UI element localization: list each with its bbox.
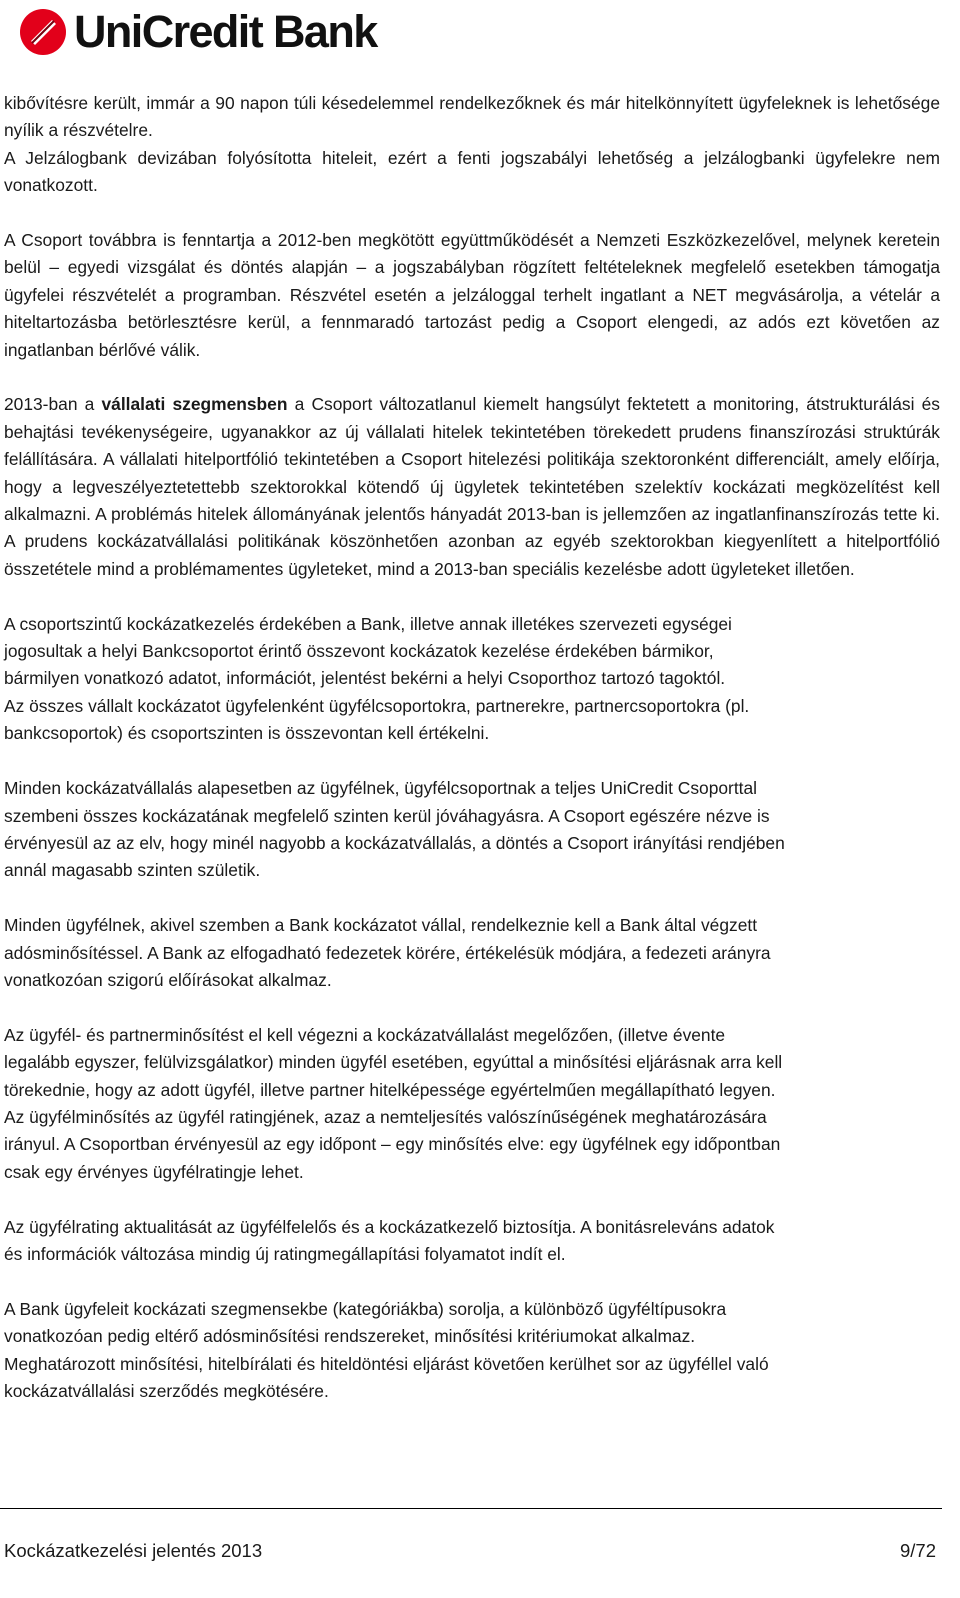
page-footer [4,1540,936,1562]
paragraph-4-line: A csoportszintű kockázatkezelés érdekében a Bank, illetve annak illetékes szervezeti egységei [4,613,732,634]
paragraph-4 [4,611,940,748]
paragraph-4-line: bankcsoportok) és csoportszinten is összevontan kell értékelni. [4,723,490,744]
unicredit-logo-icon [18,7,68,57]
unicredit-logo [18,4,377,60]
paragraph-1b: A Jelzálogbank devizában folyósította hiteleit, ezért a fenti jogszabályi lehetőség a jelzálogbanki ügyfelekre nem vonatkozott. [4,147,940,196]
paragraph-5-line: szembeni összes kockázatának megfelelő szinten kerül jóváhagyásra. A Csoport egészére nézve is [4,805,770,826]
paragraph-7-line: törekednie, hogy az adott ügyfél, illetve partner hitelképessége egyértelműen megállapítható legyen. [4,1079,776,1100]
paragraph-1a: kibővítésre került, immár a 90 napon túli késedelemmel rendelkezőknek és már hitelkönnyített ügyfeleknek is lehetősége nyílik a részvételre. [4,93,940,141]
paragraph-5 [4,775,940,885]
paragraph-7-line: Az ügyfél- és partnerminősítést el kell végezni a kockázatvállalást megelőzően, (illetve évente [4,1024,726,1045]
page-number: 9/72 [899,1540,936,1561]
paragraph-4-line: bármilyen vonatkozó adatot, információt, jelentést bekérni a helyi Csoporthoz tartozó tagoktól. [4,668,726,689]
paragraph-9-line: Meghatározott minősítési, hitelbírálati és hiteldöntési eljárást követően kerülhet sor az ügyféllel való [4,1353,769,1374]
paragraph-9-line: vonatkozóan pedig eltérő adósminősítési rendszereket, minősítési kritériumokat alkalmaz. [4,1326,696,1347]
paragraph-7 [4,1022,940,1186]
paragraph-4-line: Az összes vállalt kockázatot ügyfelenként ügyfélcsoportokra, partnerekre, partnercsoportokra (pl. [4,695,750,716]
paragraph-1 [4,90,940,200]
paragraph-7-line: legalább egyszer, felülvizsgálatkor) minden ügyfél esetében, egyúttal a minősítési eljárásnak arra kell [4,1052,783,1073]
paragraph-3-bold: vállalati szegmensben [101,394,288,415]
paragraph-5-line: érvényesül az az elv, hogy minél nagyobb a kockázatvállalás, a döntés a Csoport irányítási rendjében [4,832,785,853]
paragraph-7-line: irányul. A Csoportban érvényesül az egy időpont – egy minősítés elve: egy ügyfélnek egy időpontban [4,1134,781,1155]
paragraph-3-post: a Csoport változatlanul kiemelt hangsúlyt fektetett a monitoring, átstrukturálási és behajtási tevékenységeire, ugyanakkor az új vállalati hitelek tekintetében törekedett prudens finanszírozási struktúrák felállítására. A vállalati hitelportfólió tekintetében a Csoport hitelezési politikája szektoronként differenciált, amely előírja, hogy a legveszélyeztetettebb szektorokkal kötendő új ügyletek tekintetében szelektív kockázati megközelítést kell alkalmazni. A problémás hitelek állományának jelentős hányadát 2013-ban is jellemzően az ingatlanfinanszírozás tette ki. A prudens kockázatvállalási politikának köszönhetően azonban az egyéb szektorokban kiegyenlített a hitelportfólió összetétele mind a problémamentes ügyleteket, mind a 2013-ban speciális kezelésbe adott ügyleteket illetően. [4,394,940,579]
paragraph-8-line: Az ügyfélrating aktualitását az ügyfélfelelős és a kockázatkezelő biztosítja. A bonitásreleváns adatok [4,1216,775,1237]
document-body [4,90,940,1433]
paragraph-7-line: Az ügyfélminősítés az ügyfél ratingjének, azaz a nemteljesítés valószínűségének meghatározására [4,1106,767,1127]
paragraph-9-line: A Bank ügyfeleit kockázati szegmensekbe (kategóriákba) sorolja, a különböző ügyféltípusokra [4,1298,727,1319]
paragraph-8 [4,1214,940,1269]
paragraph-6 [4,912,940,994]
brand-name: UniCredit Bank [74,6,377,57]
footer-title: Kockázatkezelési jelentés 2013 [4,1540,263,1561]
paragraph-8-line: és információk változása mindig új ratingmegállapítási folyamatot indít el. [4,1243,566,1264]
paragraph-7-line: csak egy érvényes ügyfélratingje lehet. [4,1161,304,1182]
paragraph-4-line: jogosultak a helyi Bankcsoportot érintő összevont kockázatok kezelése érdekében bármikor, [4,641,714,662]
footer-divider [0,1508,942,1509]
paragraph-5-line: annál magasabb szinten születik. [4,860,261,881]
paragraph-2: A Csoport továbbra is fenntartja a 2012-ben megkötött együttműködését a Nemzeti Eszközkezelővel, melynek keretein belül – egyedi vizsgálat és döntés alapján – a jogszabályban rögzített feltételeknek megfelelő esetekben támogatja ügyfelei részvételét a programban. Részvétel esetén a jelzáloggal terhelt ingatlant a NET megvásárolja, a vételár a hiteltartozásba betörlesztésre kerül, a fennmaradó tartozást pedig a Csoport elengedi, az adós ezt követően az ingatlanban bérlővé válik. [4,230,940,360]
paragraph-6-line: Minden ügyfélnek, akivel szemben a Bank kockázatot vállal, rendelkeznie kell a Bank által végzett [4,915,758,936]
paragraph-3-pre: 2013-ban a [4,394,102,415]
paragraph-3 [4,391,940,583]
paragraph-6-line: adósminősítéssel. A Bank az elfogadható fedezetek körére, értékelésük módjára, a fedezeti arányra [4,942,771,963]
paragraph-9 [4,1296,940,1406]
paragraph-9-line: kockázatvállalási szerződés megkötésére. [4,1380,329,1401]
paragraph-5-line: Minden kockázatvállalás alapesetben az ügyfélnek, ügyfélcsoportnak a teljes UniCredit Csoporttal [4,778,758,799]
paragraph-6-line: vonatkozóan szigorú előírásokat alkalmaz. [4,969,332,990]
